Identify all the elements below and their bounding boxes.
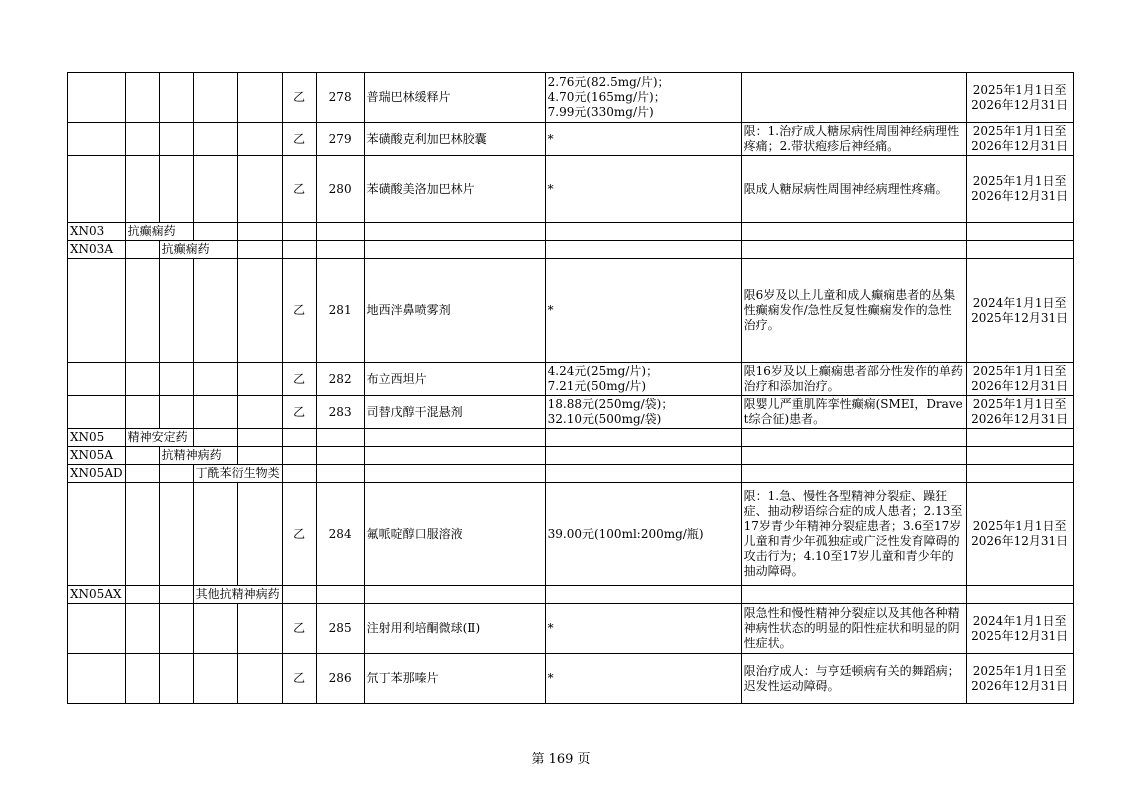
period-line: 2024年1月1日至 (972, 613, 1067, 628)
empty-cell (193, 604, 238, 654)
drug-name: 布立西坦片 (364, 363, 545, 396)
drug-row (68, 363, 1074, 396)
remark-cell: 限成人糖尿病性周围神经病理性疼痛。 (741, 156, 966, 223)
empty-cell (125, 73, 159, 123)
drug-row (68, 259, 1074, 363)
category-code: XN05AX (68, 586, 126, 604)
empty-cell (966, 465, 1073, 483)
empty-cell (545, 223, 741, 241)
period-line: 2024年1月1日至 (972, 295, 1067, 310)
category-row (68, 223, 1074, 241)
price-line: 4.70元(165mg/片)； (547, 90, 666, 104)
price-cell (545, 396, 741, 429)
empty-cell (741, 429, 966, 447)
empty-cell (741, 447, 966, 465)
empty-cell (238, 429, 283, 447)
drug-number: 285 (316, 604, 364, 654)
empty-cell (545, 429, 741, 447)
period-line: 2025年1月1日至 (972, 82, 1067, 97)
empty-cell (966, 223, 1073, 241)
empty-cell (238, 241, 283, 259)
drug-row (68, 604, 1074, 654)
empty-cell (238, 223, 283, 241)
empty-cell (125, 465, 159, 483)
price-line: 32.10元(500mg/袋) (547, 412, 662, 426)
empty-cell (282, 586, 316, 604)
drug-class: 乙 (282, 73, 316, 123)
empty-cell (193, 156, 238, 223)
empty-cell (159, 396, 193, 429)
price-cell (545, 654, 741, 704)
remark-cell: 限16岁及以上癫痫患者部分性发作的单药治疗和添加治疗。 (741, 363, 966, 396)
empty-cell (125, 156, 159, 223)
empty-cell (159, 654, 193, 704)
remark-cell: 限：1.治疗成人糖尿病性周围神经病理性疼痛；2.带状疱疹后神经痛。 (741, 123, 966, 156)
empty-cell (741, 223, 966, 241)
empty-cell (741, 586, 966, 604)
empty-cell (193, 654, 238, 704)
drug-name: 司替戊醇干混悬剂 (364, 396, 545, 429)
category-code: XN05A (68, 447, 126, 465)
empty-cell (966, 241, 1073, 259)
empty-cell (238, 604, 283, 654)
category-label: 其他抗精神病药 (193, 586, 282, 604)
empty-cell (545, 447, 741, 465)
drug-class: 乙 (282, 604, 316, 654)
empty-cell (193, 483, 238, 586)
empty-cell (125, 447, 159, 465)
drug-class: 乙 (282, 654, 316, 704)
empty-cell (68, 259, 126, 363)
empty-cell (238, 73, 283, 123)
empty-cell (316, 241, 364, 259)
page-number: 第 169 页 (531, 752, 591, 767)
period-line: 2025年1月1日至 (972, 663, 1067, 678)
period-cell (966, 604, 1073, 654)
empty-cell (159, 363, 193, 396)
remark-cell (741, 73, 966, 123)
empty-cell (966, 429, 1073, 447)
period-line: 2026年12月31日 (971, 189, 1069, 203)
empty-cell (282, 429, 316, 447)
period-line: 2025年1月1日至 (972, 364, 1067, 378)
period-line: 2025年1月1日至 (972, 397, 1067, 411)
period-line: 2026年12月31日 (971, 412, 1069, 426)
period-line: 2026年12月31日 (971, 97, 1069, 112)
remark-cell: 限6岁及以上儿童和成人癫痫患者的丛集性癫痫发作/急性反复性癫痫发作的急性治疗。 (741, 259, 966, 363)
empty-cell (364, 465, 545, 483)
remark-cell: 限治疗成人：与亨廷顿病有关的舞蹈病；迟发性运动障碍。 (741, 654, 966, 704)
period-line: 2025年1月1日至 (972, 519, 1067, 533)
price-cell (545, 483, 741, 586)
category-label: 抗精神病药 (159, 447, 238, 465)
drug-row (68, 156, 1074, 223)
empty-cell (193, 73, 238, 123)
empty-cell (741, 241, 966, 259)
price-cell (545, 363, 741, 396)
drug-class: 乙 (282, 483, 316, 586)
drug-row (68, 483, 1074, 586)
category-row (68, 586, 1074, 604)
drug-class: 乙 (282, 156, 316, 223)
empty-cell (364, 447, 545, 465)
empty-cell (364, 223, 545, 241)
empty-cell (193, 429, 238, 447)
category-row (68, 429, 1074, 447)
category-label: 抗癫痫药 (159, 241, 238, 259)
empty-cell (282, 447, 316, 465)
empty-cell (68, 396, 126, 429)
empty-cell (193, 259, 238, 363)
category-label: 抗癫痫药 (125, 223, 193, 241)
drug-class: 乙 (282, 123, 316, 156)
period-cell (966, 156, 1073, 223)
empty-cell (159, 156, 193, 223)
price-cell (545, 156, 741, 223)
drug-name: 氘丁苯那嗪片 (364, 654, 545, 704)
empty-cell (741, 465, 966, 483)
period-line: 2026年12月31日 (971, 139, 1069, 153)
empty-cell (238, 396, 283, 429)
empty-cell (68, 73, 126, 123)
period-cell (966, 123, 1073, 156)
empty-cell (316, 465, 364, 483)
drug-number: 279 (316, 123, 364, 156)
empty-cell (125, 241, 159, 259)
drug-number: 286 (316, 654, 364, 704)
category-row (68, 447, 1074, 465)
empty-cell (159, 604, 193, 654)
empty-cell (282, 241, 316, 259)
empty-cell (238, 654, 283, 704)
drug-row (68, 123, 1074, 156)
price-line: 39.00元(100ml:200mg/瓶) (547, 526, 704, 541)
drug-name: 地西泮鼻喷雾剂 (364, 259, 545, 363)
drug-number: 280 (316, 156, 364, 223)
price-line: * (547, 621, 554, 635)
drug-class: 乙 (282, 396, 316, 429)
empty-cell (238, 447, 283, 465)
empty-cell (125, 123, 159, 156)
price-line: 18.88元(250mg/袋)； (547, 397, 674, 411)
empty-cell (364, 241, 545, 259)
empty-cell (966, 586, 1073, 604)
price-cell (545, 259, 741, 363)
empty-cell (966, 447, 1073, 465)
price-line: 4.24元(25mg/片)； (547, 364, 659, 378)
empty-cell (159, 259, 193, 363)
price-line: 7.21元(50mg/片) (547, 379, 647, 393)
price-cell (545, 123, 741, 156)
period-line: 2025年1月1日至 (972, 174, 1067, 188)
period-cell (966, 363, 1073, 396)
empty-cell (125, 586, 159, 604)
empty-cell (159, 123, 193, 156)
remark-cell: 限：1.急、慢性各型精神分裂症、躁狂症、抽动秽语综合症的成人患者；2.13至17岁青少年精神分裂症患者；3.6至17岁儿童和青少年孤独症或广泛性发育障碍的攻击行为；4.10至17岁儿童和青少年的抽动障碍。 (741, 483, 966, 586)
table-body (68, 73, 1074, 704)
empty-cell (125, 654, 159, 704)
drug-name: 普瑞巴林缓释片 (364, 73, 545, 123)
empty-cell (68, 156, 126, 223)
price-cell (545, 73, 741, 123)
empty-cell (238, 259, 283, 363)
empty-cell (125, 363, 159, 396)
drug-row (68, 396, 1074, 429)
price-cell (545, 604, 741, 654)
price-line: 7.99元(330mg/片) (547, 105, 654, 119)
drug-number: 283 (316, 396, 364, 429)
empty-cell (545, 586, 741, 604)
remark-cell: 限急性和慢性精神分裂症以及其他各种精神病性状态的明显的阳性症状和明显的阴性症状。 (741, 604, 966, 654)
empty-cell (193, 223, 238, 241)
drug-name: 氟哌啶醇口服溶液 (364, 483, 545, 586)
period-cell (966, 259, 1073, 363)
empty-cell (316, 429, 364, 447)
category-label: 丁酰苯衍生物类 (193, 465, 282, 483)
category-label: 精神安定药 (125, 429, 193, 447)
drug-name: 苯磺酸克利加巴林胶囊 (364, 123, 545, 156)
category-code: XN05 (68, 429, 126, 447)
empty-cell (68, 604, 126, 654)
price-line: * (547, 671, 554, 685)
drug-class: 乙 (282, 363, 316, 396)
drug-row (68, 73, 1074, 123)
empty-cell (125, 259, 159, 363)
empty-cell (68, 363, 126, 396)
period-line: 2026年12月31日 (971, 678, 1069, 693)
drug-name: 注射用利培酮微球(Ⅱ) (364, 604, 545, 654)
period-cell (966, 654, 1073, 704)
empty-cell (159, 465, 193, 483)
period-line: 2026年12月31日 (971, 379, 1069, 393)
empty-cell (125, 604, 159, 654)
empty-cell (316, 586, 364, 604)
drug-number: 281 (316, 259, 364, 363)
drug-name: 苯磺酸美洛加巴林片 (364, 156, 545, 223)
empty-cell (316, 223, 364, 241)
empty-cell (68, 483, 126, 586)
empty-cell (238, 156, 283, 223)
drug-class: 乙 (282, 259, 316, 363)
empty-cell (282, 223, 316, 241)
period-cell (966, 483, 1073, 586)
drug-list-table (67, 72, 1074, 704)
remark-cell: 限婴儿严重肌阵挛性癫痫(SMEI，Dravet综合征)患者。 (741, 396, 966, 429)
empty-cell (68, 123, 126, 156)
period-line: 2025年1月1日至 (972, 124, 1067, 138)
price-line: * (547, 303, 554, 317)
empty-cell (238, 483, 283, 586)
empty-cell (125, 483, 159, 586)
empty-cell (545, 241, 741, 259)
empty-cell (193, 363, 238, 396)
empty-cell (159, 483, 193, 586)
period-line: 2026年12月31日 (971, 534, 1069, 548)
drug-number: 284 (316, 483, 364, 586)
drug-number: 278 (316, 73, 364, 123)
empty-cell (159, 73, 193, 123)
empty-cell (68, 654, 126, 704)
drug-row (68, 654, 1074, 704)
period-cell (966, 396, 1073, 429)
empty-cell (364, 429, 545, 447)
empty-cell (193, 123, 238, 156)
price-line: * (547, 131, 554, 146)
period-cell (966, 73, 1073, 123)
period-line: 2025年12月31日 (971, 310, 1069, 325)
category-row (68, 241, 1074, 259)
category-code: XN05AD (68, 465, 126, 483)
empty-cell (193, 396, 238, 429)
empty-cell (364, 586, 545, 604)
category-code: XN03A (68, 241, 126, 259)
category-code: XN03 (68, 223, 126, 241)
price-line: 2.76元(82.5mg/片)； (547, 75, 670, 89)
empty-cell (159, 586, 193, 604)
empty-cell (125, 396, 159, 429)
period-line: 2025年12月31日 (971, 628, 1069, 643)
drug-number: 282 (316, 363, 364, 396)
empty-cell (238, 123, 283, 156)
price-line: * (547, 181, 554, 196)
empty-cell (316, 447, 364, 465)
empty-cell (282, 465, 316, 483)
empty-cell (545, 465, 741, 483)
empty-cell (238, 363, 283, 396)
category-row (68, 465, 1074, 483)
